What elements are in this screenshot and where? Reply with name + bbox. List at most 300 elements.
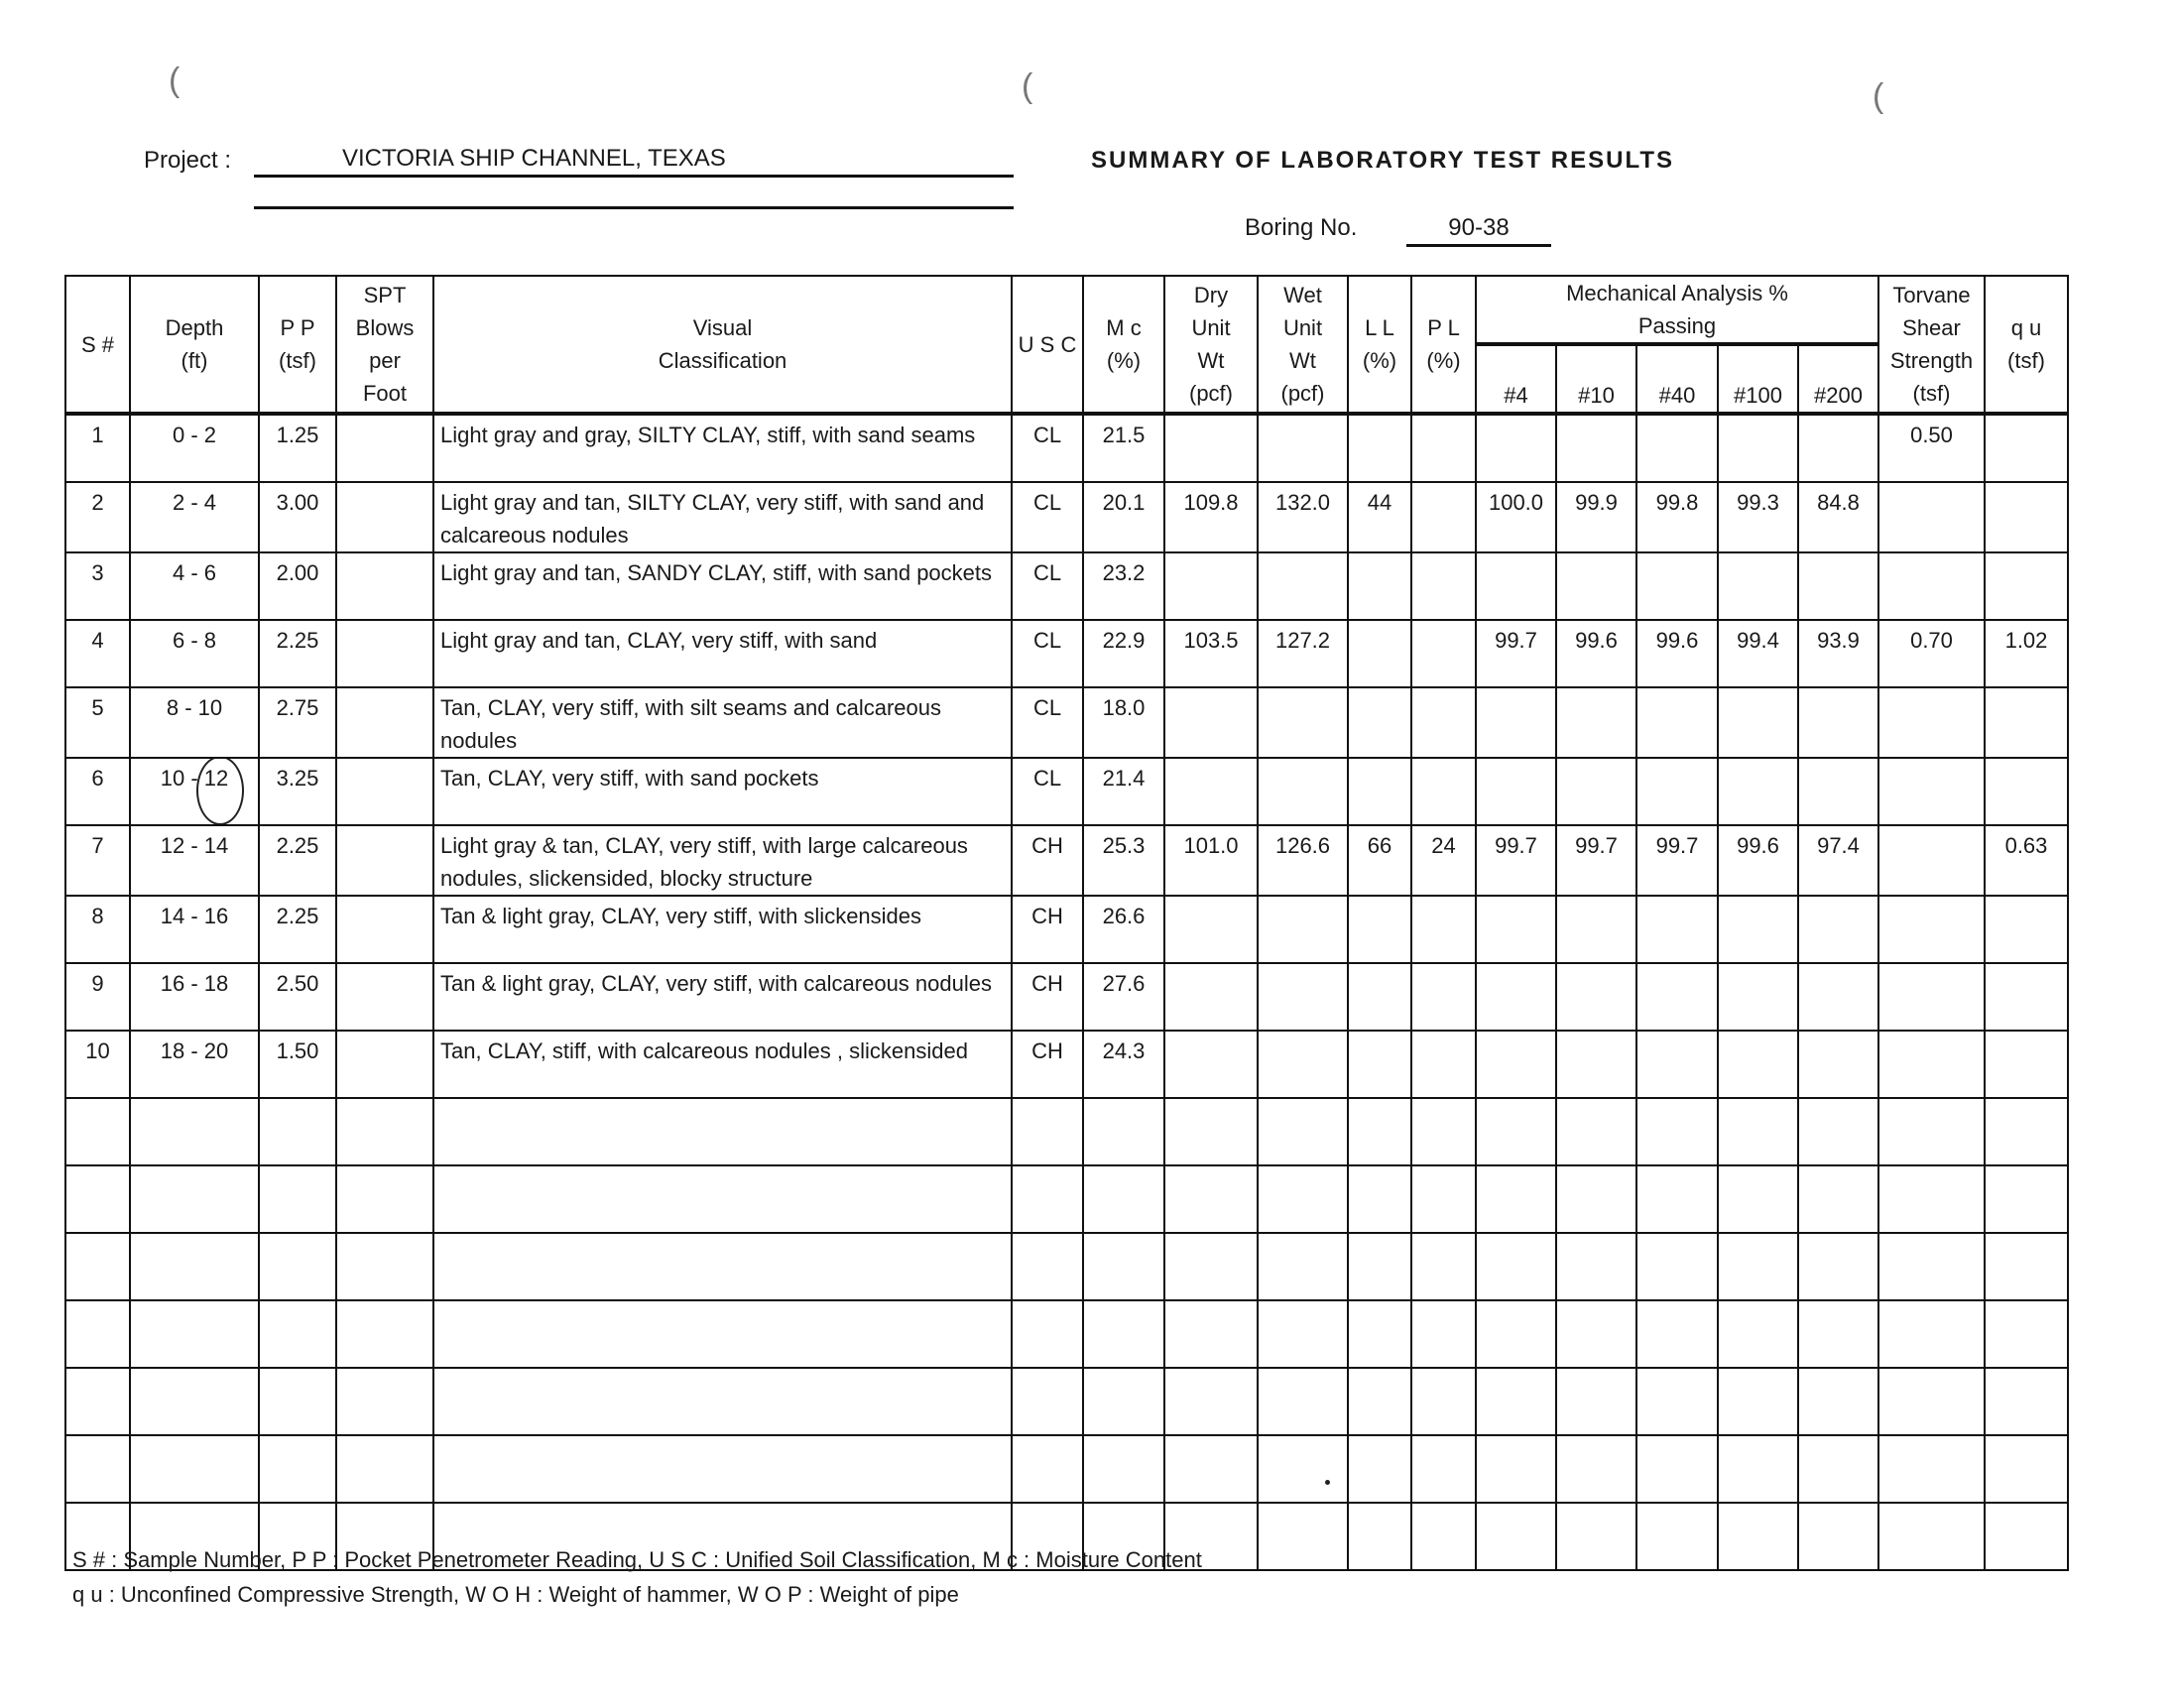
cell-dry-unit-weight bbox=[1164, 552, 1258, 620]
cell-sieve-10 bbox=[1556, 687, 1636, 758]
cell-plastic-limit bbox=[1411, 414, 1476, 482]
cell-sieve-4: 99.7 bbox=[1476, 825, 1556, 896]
cell-visual-classification: Light gray and tan, SILTY CLAY, very stiff, with sand and calcareous nodules bbox=[433, 482, 1012, 552]
cell-moisture-content: 26.6 bbox=[1083, 896, 1164, 963]
empty-cell bbox=[1083, 1165, 1164, 1233]
cell-dry-unit-weight bbox=[1164, 687, 1258, 758]
empty-cell bbox=[1636, 1165, 1718, 1233]
cell-dry-unit-weight bbox=[1164, 963, 1258, 1031]
cell-wet-unit-weight bbox=[1258, 1031, 1348, 1098]
empty-cell bbox=[1258, 1368, 1348, 1435]
empty-cell bbox=[433, 1233, 1012, 1300]
cell-depth: 14 - 16 bbox=[130, 896, 259, 963]
empty-cell bbox=[1348, 1503, 1411, 1570]
cell-depth: 6 - 8 bbox=[130, 620, 259, 687]
empty-cell bbox=[130, 1435, 259, 1503]
empty-cell bbox=[1718, 1233, 1798, 1300]
empty-cell bbox=[130, 1165, 259, 1233]
cell-depth: 16 - 18 bbox=[130, 963, 259, 1031]
cell-plastic-limit bbox=[1411, 1031, 1476, 1098]
col-liquid-limit: L L (%) bbox=[1348, 276, 1411, 414]
cell-sample-number: 5 bbox=[65, 687, 130, 758]
table-row bbox=[65, 963, 2068, 1031]
cell-dry-unit-weight bbox=[1164, 1031, 1258, 1098]
cell-sieve-100 bbox=[1718, 963, 1798, 1031]
cell-dry-unit-weight bbox=[1164, 758, 1258, 825]
cell-unconfined-strength bbox=[1985, 758, 2068, 825]
cell-depth bbox=[130, 758, 259, 825]
cell-visual-classification: Tan, CLAY, stiff, with calcareous nodules , slickensided bbox=[433, 1031, 1012, 1098]
empty-cell bbox=[1348, 1300, 1411, 1368]
empty-cell bbox=[1083, 1233, 1164, 1300]
cell-sieve-4 bbox=[1476, 552, 1556, 620]
cell-depth: 4 - 6 bbox=[130, 552, 259, 620]
empty-cell bbox=[1636, 1435, 1718, 1503]
lab-results-table bbox=[64, 275, 2069, 1571]
empty-cell bbox=[336, 1300, 433, 1368]
cell-sieve-40: 99.7 bbox=[1636, 825, 1718, 896]
cell-sieve-4: 100.0 bbox=[1476, 482, 1556, 552]
cell-usc: CH bbox=[1012, 1031, 1083, 1098]
empty-cell bbox=[1411, 1233, 1476, 1300]
cell-moisture-content: 21.5 bbox=[1083, 414, 1164, 482]
empty-table-row bbox=[65, 1098, 2068, 1165]
col-mechanical-analysis: Mechanical Analysis % Passing bbox=[1476, 276, 1878, 344]
col-visual-classification: Visual Classification bbox=[433, 276, 1012, 414]
cell-sieve-4 bbox=[1476, 687, 1556, 758]
cell-unconfined-strength bbox=[1985, 1031, 2068, 1098]
cell-pocket-penetrometer: 1.50 bbox=[259, 1031, 336, 1098]
empty-cell bbox=[1164, 1098, 1258, 1165]
empty-cell bbox=[1878, 1435, 1985, 1503]
project-label: Project : bbox=[144, 147, 232, 174]
empty-cell bbox=[1985, 1503, 2068, 1570]
cell-sieve-100: 99.3 bbox=[1718, 482, 1798, 552]
table-row bbox=[65, 482, 2068, 552]
cell-wet-unit-weight bbox=[1258, 758, 1348, 825]
empty-cell bbox=[1556, 1233, 1636, 1300]
depth-to-circled: 12 bbox=[203, 766, 229, 791]
cell-moisture-content: 20.1 bbox=[1083, 482, 1164, 552]
empty-cell bbox=[1476, 1165, 1556, 1233]
cell-sieve-10 bbox=[1556, 963, 1636, 1031]
empty-cell bbox=[1164, 1165, 1258, 1233]
empty-cell bbox=[130, 1233, 259, 1300]
cell-sieve-10: 99.6 bbox=[1556, 620, 1636, 687]
empty-cell bbox=[1411, 1165, 1476, 1233]
empty-cell bbox=[433, 1098, 1012, 1165]
cell-spt-blows bbox=[336, 414, 433, 482]
cell-sieve-40 bbox=[1636, 414, 1718, 482]
cell-wet-unit-weight: 132.0 bbox=[1258, 482, 1348, 552]
empty-table-row bbox=[65, 1233, 2068, 1300]
empty-cell bbox=[1718, 1165, 1798, 1233]
empty-cell bbox=[1985, 1233, 2068, 1300]
empty-cell bbox=[1556, 1300, 1636, 1368]
empty-cell bbox=[1878, 1233, 1985, 1300]
cell-visual-classification: Tan & light gray, CLAY, very stiff, with slickensides bbox=[433, 896, 1012, 963]
cell-pocket-penetrometer: 2.50 bbox=[259, 963, 336, 1031]
empty-cell bbox=[1476, 1368, 1556, 1435]
cell-sieve-200: 93.9 bbox=[1798, 620, 1878, 687]
project-underline-blank bbox=[254, 206, 1014, 209]
cell-usc: CH bbox=[1012, 825, 1083, 896]
col-depth: Depth (ft) bbox=[130, 276, 259, 414]
cell-plastic-limit: 24 bbox=[1411, 825, 1476, 896]
col-wet-unit-weight: Wet Unit Wt (pcf) bbox=[1258, 276, 1348, 414]
empty-cell bbox=[65, 1300, 130, 1368]
empty-cell bbox=[1878, 1165, 1985, 1233]
cell-moisture-content: 21.4 bbox=[1083, 758, 1164, 825]
cell-visual-classification: Light gray and tan, SANDY CLAY, stiff, with sand pockets bbox=[433, 552, 1012, 620]
empty-cell bbox=[1258, 1098, 1348, 1165]
empty-cell bbox=[1411, 1503, 1476, 1570]
empty-cell bbox=[65, 1368, 130, 1435]
empty-cell bbox=[1718, 1503, 1798, 1570]
cell-unconfined-strength bbox=[1985, 896, 2068, 963]
cell-wet-unit-weight: 127.2 bbox=[1258, 620, 1348, 687]
cell-spt-blows bbox=[336, 552, 433, 620]
cell-unconfined-strength bbox=[1985, 963, 2068, 1031]
page-title: SUMMARY OF LABORATORY TEST RESULTS bbox=[1091, 147, 1675, 174]
empty-cell bbox=[65, 1165, 130, 1233]
hole-punch-mark: ( bbox=[169, 61, 181, 99]
empty-cell bbox=[1476, 1503, 1556, 1570]
cell-liquid-limit bbox=[1348, 414, 1411, 482]
cell-moisture-content: 22.9 bbox=[1083, 620, 1164, 687]
cell-sieve-100: 99.6 bbox=[1718, 825, 1798, 896]
cell-plastic-limit bbox=[1411, 620, 1476, 687]
cell-sieve-100 bbox=[1718, 758, 1798, 825]
empty-cell bbox=[1718, 1300, 1798, 1368]
empty-cell bbox=[1878, 1503, 1985, 1570]
empty-cell bbox=[1012, 1098, 1083, 1165]
col-pocket-penetrometer: P P (tsf) bbox=[259, 276, 336, 414]
empty-cell bbox=[336, 1098, 433, 1165]
table-row bbox=[65, 758, 2068, 825]
cell-sieve-100 bbox=[1718, 896, 1798, 963]
empty-cell bbox=[1012, 1435, 1083, 1503]
col-sieve-40: #40 bbox=[1636, 344, 1718, 414]
col-plastic-limit: P L (%) bbox=[1411, 276, 1476, 414]
empty-cell bbox=[1636, 1098, 1718, 1165]
cell-sieve-40 bbox=[1636, 758, 1718, 825]
cell-visual-classification: Light gray & tan, CLAY, very stiff, with large calcareous nodules, slickensided, blocky structure bbox=[433, 825, 1012, 896]
cell-usc: CL bbox=[1012, 552, 1083, 620]
cell-plastic-limit bbox=[1411, 552, 1476, 620]
cell-usc: CH bbox=[1012, 896, 1083, 963]
col-torvane-shear: Torvane Shear Strength (tsf) bbox=[1878, 276, 1985, 414]
empty-cell bbox=[1012, 1233, 1083, 1300]
cell-moisture-content: 25.3 bbox=[1083, 825, 1164, 896]
empty-cell bbox=[1164, 1435, 1258, 1503]
empty-cell bbox=[1476, 1300, 1556, 1368]
col-dry-unit-weight: Dry Unit Wt (pcf) bbox=[1164, 276, 1258, 414]
empty-cell bbox=[1878, 1300, 1985, 1368]
empty-cell bbox=[1798, 1435, 1878, 1503]
empty-cell bbox=[1012, 1300, 1083, 1368]
empty-cell bbox=[1083, 1368, 1164, 1435]
cell-liquid-limit bbox=[1348, 687, 1411, 758]
cell-spt-blows bbox=[336, 896, 433, 963]
cell-dry-unit-weight bbox=[1164, 896, 1258, 963]
table-row bbox=[65, 620, 2068, 687]
empty-cell bbox=[65, 1098, 130, 1165]
hole-punch-mark: ( bbox=[1022, 67, 1033, 105]
cell-visual-classification: Tan, CLAY, very stiff, with sand pockets bbox=[433, 758, 1012, 825]
cell-dry-unit-weight: 109.8 bbox=[1164, 482, 1258, 552]
empty-cell bbox=[1878, 1098, 1985, 1165]
cell-depth: 0 - 2 bbox=[130, 414, 259, 482]
empty-cell bbox=[1985, 1435, 2068, 1503]
cell-sieve-200: 97.4 bbox=[1798, 825, 1878, 896]
empty-cell bbox=[1164, 1300, 1258, 1368]
empty-cell bbox=[1556, 1165, 1636, 1233]
cell-sample-number: 9 bbox=[65, 963, 130, 1031]
empty-cell bbox=[1636, 1233, 1718, 1300]
cell-sample-number: 3 bbox=[65, 552, 130, 620]
empty-cell bbox=[433, 1368, 1012, 1435]
cell-wet-unit-weight bbox=[1258, 552, 1348, 620]
empty-cell bbox=[1798, 1503, 1878, 1570]
empty-cell bbox=[1556, 1435, 1636, 1503]
empty-cell bbox=[1411, 1435, 1476, 1503]
project-underline bbox=[254, 175, 1014, 178]
cell-liquid-limit: 66 bbox=[1348, 825, 1411, 896]
empty-cell bbox=[259, 1435, 336, 1503]
empty-cell bbox=[433, 1435, 1012, 1503]
empty-cell bbox=[336, 1233, 433, 1300]
empty-cell bbox=[1258, 1300, 1348, 1368]
empty-cell bbox=[1798, 1233, 1878, 1300]
cell-unconfined-strength bbox=[1985, 687, 2068, 758]
cell-torvane-shear: 0.50 bbox=[1878, 414, 1985, 482]
cell-wet-unit-weight bbox=[1258, 687, 1348, 758]
empty-table-row bbox=[65, 1165, 2068, 1233]
empty-cell bbox=[1798, 1165, 1878, 1233]
cell-pocket-penetrometer: 2.25 bbox=[259, 825, 336, 896]
cell-spt-blows bbox=[336, 758, 433, 825]
col-sieve-4: #4 bbox=[1476, 344, 1556, 414]
cell-pocket-penetrometer: 3.00 bbox=[259, 482, 336, 552]
empty-cell bbox=[1348, 1368, 1411, 1435]
empty-cell bbox=[259, 1165, 336, 1233]
cell-visual-classification: Tan, CLAY, very stiff, with silt seams and calcareous nodules bbox=[433, 687, 1012, 758]
cell-usc: CL bbox=[1012, 758, 1083, 825]
cell-unconfined-strength bbox=[1985, 552, 2068, 620]
cell-liquid-limit bbox=[1348, 963, 1411, 1031]
cell-wet-unit-weight bbox=[1258, 414, 1348, 482]
cell-torvane-shear bbox=[1878, 687, 1985, 758]
col-spt-blows: SPT Blows per Foot bbox=[336, 276, 433, 414]
cell-sieve-10 bbox=[1556, 552, 1636, 620]
cell-plastic-limit bbox=[1411, 758, 1476, 825]
cell-torvane-shear bbox=[1878, 896, 1985, 963]
cell-depth: 8 - 10 bbox=[130, 687, 259, 758]
table-row bbox=[65, 687, 2068, 758]
empty-cell bbox=[1012, 1368, 1083, 1435]
empty-cell bbox=[1718, 1368, 1798, 1435]
cell-visual-classification: Tan & light gray, CLAY, very stiff, with calcareous nodules bbox=[433, 963, 1012, 1031]
cell-sieve-10 bbox=[1556, 758, 1636, 825]
cell-sieve-10: 99.7 bbox=[1556, 825, 1636, 896]
empty-cell bbox=[336, 1165, 433, 1233]
cell-moisture-content: 18.0 bbox=[1083, 687, 1164, 758]
empty-cell bbox=[1258, 1435, 1348, 1503]
empty-cell bbox=[130, 1368, 259, 1435]
depth-from: 10 - bbox=[160, 766, 198, 791]
cell-wet-unit-weight bbox=[1258, 963, 1348, 1031]
col-sample-number: S # bbox=[65, 276, 130, 414]
cell-plastic-limit bbox=[1411, 687, 1476, 758]
cell-sieve-200 bbox=[1798, 896, 1878, 963]
empty-cell bbox=[1411, 1300, 1476, 1368]
cell-sieve-4 bbox=[1476, 1031, 1556, 1098]
cell-liquid-limit bbox=[1348, 552, 1411, 620]
empty-cell bbox=[1636, 1300, 1718, 1368]
empty-cell bbox=[1718, 1098, 1798, 1165]
legend-line-2: q u : Unconfined Compressive Strength, W O H : Weight of hammer, W O P : Weight of pipe bbox=[72, 1582, 959, 1607]
cell-sieve-100: 99.4 bbox=[1718, 620, 1798, 687]
cell-depth: 2 - 4 bbox=[130, 482, 259, 552]
cell-sieve-4 bbox=[1476, 758, 1556, 825]
empty-cell bbox=[1012, 1165, 1083, 1233]
empty-cell bbox=[1164, 1368, 1258, 1435]
empty-table-row bbox=[65, 1368, 2068, 1435]
cell-usc: CL bbox=[1012, 482, 1083, 552]
cell-torvane-shear bbox=[1878, 482, 1985, 552]
empty-table-row bbox=[65, 1435, 2068, 1503]
cell-usc: CL bbox=[1012, 620, 1083, 687]
boring-number-label: Boring No. bbox=[1245, 214, 1358, 241]
cell-torvane-shear bbox=[1878, 758, 1985, 825]
cell-sample-number: 6 bbox=[65, 758, 130, 825]
empty-cell bbox=[1258, 1165, 1348, 1233]
cell-wet-unit-weight: 126.6 bbox=[1258, 825, 1348, 896]
cell-sieve-200 bbox=[1798, 1031, 1878, 1098]
cell-sieve-40: 99.8 bbox=[1636, 482, 1718, 552]
cell-sieve-4 bbox=[1476, 414, 1556, 482]
empty-cell bbox=[65, 1233, 130, 1300]
empty-cell bbox=[259, 1098, 336, 1165]
cell-sieve-4 bbox=[1476, 896, 1556, 963]
col-usc: U S C bbox=[1012, 276, 1083, 414]
cell-depth: 18 - 20 bbox=[130, 1031, 259, 1098]
cell-pocket-penetrometer: 2.25 bbox=[259, 620, 336, 687]
empty-cell bbox=[1348, 1435, 1411, 1503]
cell-plastic-limit bbox=[1411, 963, 1476, 1031]
cell-sieve-100 bbox=[1718, 552, 1798, 620]
empty-cell bbox=[1798, 1098, 1878, 1165]
cell-unconfined-strength bbox=[1985, 414, 2068, 482]
empty-cell bbox=[259, 1368, 336, 1435]
cell-moisture-content: 24.3 bbox=[1083, 1031, 1164, 1098]
empty-cell bbox=[433, 1165, 1012, 1233]
cell-sieve-200 bbox=[1798, 963, 1878, 1031]
col-sieve-10: #10 bbox=[1556, 344, 1636, 414]
empty-cell bbox=[1476, 1435, 1556, 1503]
empty-cell bbox=[130, 1098, 259, 1165]
empty-cell bbox=[1985, 1300, 2068, 1368]
cell-liquid-limit bbox=[1348, 896, 1411, 963]
cell-sieve-10: 99.9 bbox=[1556, 482, 1636, 552]
empty-cell bbox=[65, 1435, 130, 1503]
cell-dry-unit-weight: 101.0 bbox=[1164, 825, 1258, 896]
cell-sieve-40 bbox=[1636, 896, 1718, 963]
cell-unconfined-strength: 0.63 bbox=[1985, 825, 2068, 896]
empty-cell bbox=[259, 1233, 336, 1300]
empty-cell bbox=[1348, 1098, 1411, 1165]
cell-torvane-shear bbox=[1878, 963, 1985, 1031]
cell-sample-number: 10 bbox=[65, 1031, 130, 1098]
empty-cell bbox=[1258, 1233, 1348, 1300]
empty-cell bbox=[433, 1300, 1012, 1368]
col-moisture-content: M c (%) bbox=[1083, 276, 1164, 414]
cell-sieve-10 bbox=[1556, 896, 1636, 963]
cell-moisture-content: 27.6 bbox=[1083, 963, 1164, 1031]
empty-cell bbox=[1985, 1098, 2068, 1165]
empty-cell bbox=[1556, 1098, 1636, 1165]
cell-spt-blows bbox=[336, 620, 433, 687]
cell-sieve-4 bbox=[1476, 963, 1556, 1031]
cell-pocket-penetrometer: 2.00 bbox=[259, 552, 336, 620]
cell-moisture-content: 23.2 bbox=[1083, 552, 1164, 620]
empty-cell bbox=[1798, 1368, 1878, 1435]
project-name: VICTORIA SHIP CHANNEL, TEXAS bbox=[342, 145, 726, 172]
empty-cell bbox=[1556, 1368, 1636, 1435]
cell-torvane-shear: 0.70 bbox=[1878, 620, 1985, 687]
cell-sample-number: 2 bbox=[65, 482, 130, 552]
table-row bbox=[65, 1031, 2068, 1098]
col-unconfined-strength: q u (tsf) bbox=[1985, 276, 2068, 414]
cell-depth: 12 - 14 bbox=[130, 825, 259, 896]
cell-spt-blows bbox=[336, 482, 433, 552]
cell-dry-unit-weight: 103.5 bbox=[1164, 620, 1258, 687]
empty-cell bbox=[336, 1368, 433, 1435]
handwritten-circle-mark bbox=[196, 758, 244, 825]
cell-spt-blows bbox=[336, 687, 433, 758]
cell-visual-classification: Light gray and gray, SILTY CLAY, stiff, with sand seams bbox=[433, 414, 1012, 482]
cell-usc: CL bbox=[1012, 687, 1083, 758]
cell-liquid-limit: 44 bbox=[1348, 482, 1411, 552]
cell-sample-number: 7 bbox=[65, 825, 130, 896]
cell-sample-number: 8 bbox=[65, 896, 130, 963]
legend-line-1: S # : Sample Number, P P : Pocket Penetrometer Reading, U S C : Unified Soil Classification, M c : Moisture Content bbox=[72, 1547, 1202, 1572]
cell-pocket-penetrometer: 3.25 bbox=[259, 758, 336, 825]
empty-cell bbox=[1083, 1300, 1164, 1368]
cell-sieve-40 bbox=[1636, 687, 1718, 758]
empty-cell bbox=[336, 1435, 433, 1503]
empty-cell bbox=[1258, 1503, 1348, 1570]
cell-spt-blows bbox=[336, 825, 433, 896]
cell-visual-classification: Light gray and tan, CLAY, very stiff, with sand bbox=[433, 620, 1012, 687]
empty-cell bbox=[1718, 1435, 1798, 1503]
cell-liquid-limit bbox=[1348, 1031, 1411, 1098]
empty-cell bbox=[1798, 1300, 1878, 1368]
empty-cell bbox=[130, 1300, 259, 1368]
cell-unconfined-strength bbox=[1985, 482, 2068, 552]
hole-punch-mark: ( bbox=[1873, 77, 1884, 115]
empty-cell bbox=[1985, 1165, 2068, 1233]
cell-sample-number: 4 bbox=[65, 620, 130, 687]
empty-cell bbox=[1636, 1503, 1718, 1570]
cell-sieve-200 bbox=[1798, 687, 1878, 758]
cell-usc: CL bbox=[1012, 414, 1083, 482]
table-row bbox=[65, 552, 2068, 620]
cell-dry-unit-weight bbox=[1164, 414, 1258, 482]
cell-torvane-shear bbox=[1878, 1031, 1985, 1098]
cell-sieve-100 bbox=[1718, 414, 1798, 482]
